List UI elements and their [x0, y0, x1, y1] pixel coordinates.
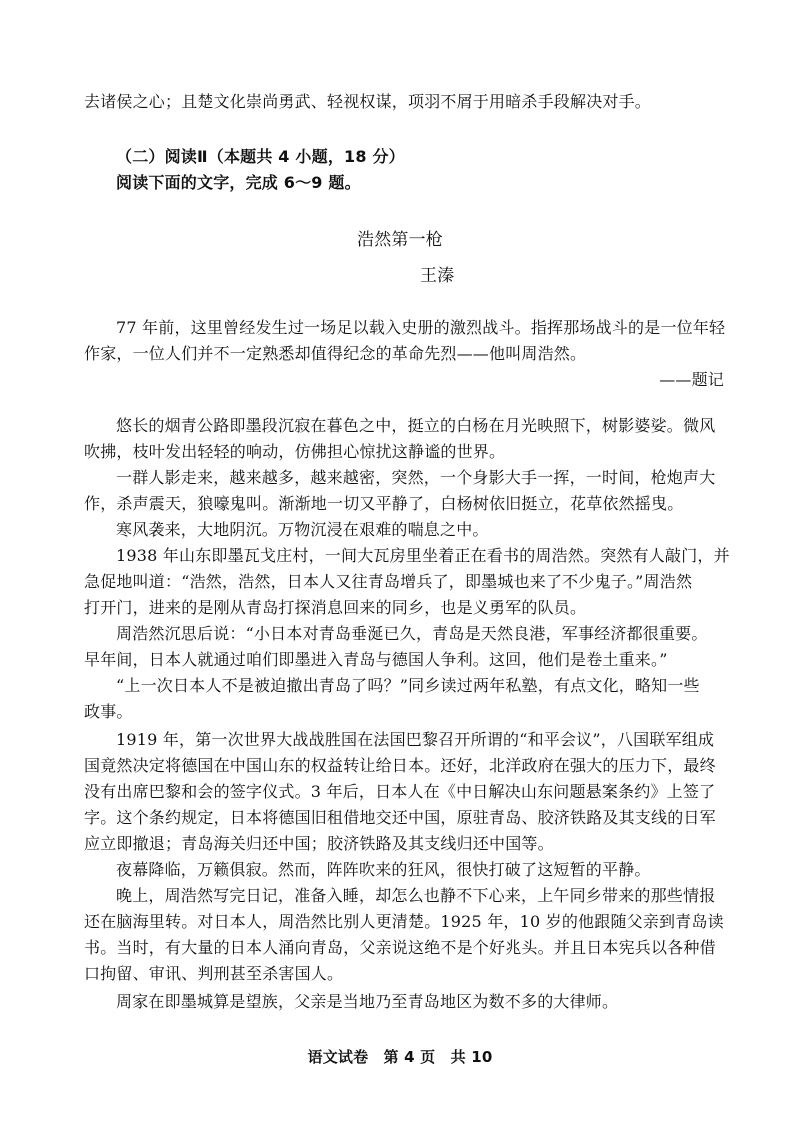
body-line: 晚上，周浩然写完日记，准备入睡，却怎么也静不下心来，上午同乡带来的那些情报 [116, 886, 716, 905]
epigraph-line: 作家，一位人们并不一定熟悉却值得纪念的革命先烈——他叫周浩然。 [84, 344, 587, 363]
body-line: 作，杀声震天，狼嚎鬼叫。渐渐地一切又平静了，白杨树依旧挺立，花草依然摇曳。 [84, 494, 684, 513]
body-line: 口拘留、审讯、判刑甚至杀害国人。 [84, 964, 344, 983]
body-line: 应立即撤退；青岛海关归还中国；胶济铁路及其支线归还中国等。 [84, 834, 554, 853]
reading-instruction: 阅读下面的文字，完成 6～9 题。 [116, 173, 361, 192]
epigraph-line: 77 年前，这里曾经发生过一场足以载入史册的激烈战斗。指挥那场战斗的是一位年轻 [116, 318, 726, 337]
body-line: 急促地叫道：“浩然，浩然，日本人又往青岛增兵了，即墨城也来了不少鬼子。”周浩然 [84, 572, 693, 591]
body-line: 没有出席巴黎和会的签字仪式。3 年后，日本人在《中日解决山东问题悬案条约》上签了 [84, 782, 716, 801]
body-line: “上一次日本人不是被迫撤出青岛了吗？”同乡读过两年私塾，有点文化，略知一些 [116, 676, 700, 695]
body-line: 悠长的烟青公路即墨段沉寂在暮色之中，挺立的白杨在月光映照下，树影婆娑。微风 [116, 416, 716, 435]
body-line: 1919 年，第一次世界大战战胜国在法国巴黎召开所谓的“和平会议”，八国联军组成 [116, 730, 715, 749]
body-line: 字。这个条约规定，日本将德国旧租借地交还中国，原驻青岛、胶济铁路及其支线的日军 [84, 808, 716, 827]
body-line: 书。当时，有大量的日本人涌向青岛，父亲说这绝不是个好兆头。并且日本宪兵以各种借 [84, 938, 716, 957]
article-author: 王溱 [420, 266, 455, 286]
body-line: 吹拂，枝叶发出轻轻的响动，仿佛担心惊扰这静谧的世界。 [84, 442, 506, 461]
body-line: 国竟然决定将德国在中国山东的权益转让给日本。还好，北洋政府在强大的压力下，最终 [84, 756, 716, 775]
previous-answer-line: 去诸侯之心；且楚文化崇尚勇武、轻视权谋，项羽不屑于用暗杀手段解决对手。 [84, 92, 652, 111]
body-line: 还在脑海里转。对日本人，周浩然比别人更清楚。1925 年，10 岁的他跟随父亲到青岛读 [84, 912, 724, 931]
body-line: 夜幕降临，万籁俱寂。然而，阵阵吹来的狂风，很快打破了这短暂的平静。 [116, 860, 651, 879]
body-line: 政事。 [84, 702, 133, 721]
body-line: 早年间，日本人就通过咱们即墨进入青岛与德国人争利。这回，他们是卷土重来。” [84, 650, 668, 669]
body-line: 1938 年山东即墨瓦戈庄村，一间大瓦房里坐着正在看书的周浩然。突然有人敲门，并 [116, 546, 730, 565]
body-line: 打开门，进来的是刚从青岛打探消息回来的同乡，也是义勇军的队员。 [84, 598, 587, 617]
epigraph-signature: ——题记 [659, 370, 724, 389]
body-line: 周浩然沉思后说：“小日本对青岛垂涎已久，青岛是天然良港，军事经济都很重要。 [116, 624, 708, 643]
body-line: 寒风袭来，大地阴沉。万物沉浸在艰难的喘息之中。 [116, 520, 489, 539]
page-footer: 语文试卷 第 4 页 共 10 [307, 1048, 493, 1066]
section-heading: （二）阅读Ⅱ（本题共 4 小题，18 分） [116, 147, 405, 166]
article-title: 浩然第一枪 [357, 230, 443, 250]
body-line: 周家在即墨城算是望族，父亲是当地乃至青岛地区为数不多的大律师。 [116, 992, 619, 1011]
body-line: 一群人影走来，越来越多，越来越密，突然，一个身影大手一挥，一时间，枪炮声大 [116, 468, 716, 487]
